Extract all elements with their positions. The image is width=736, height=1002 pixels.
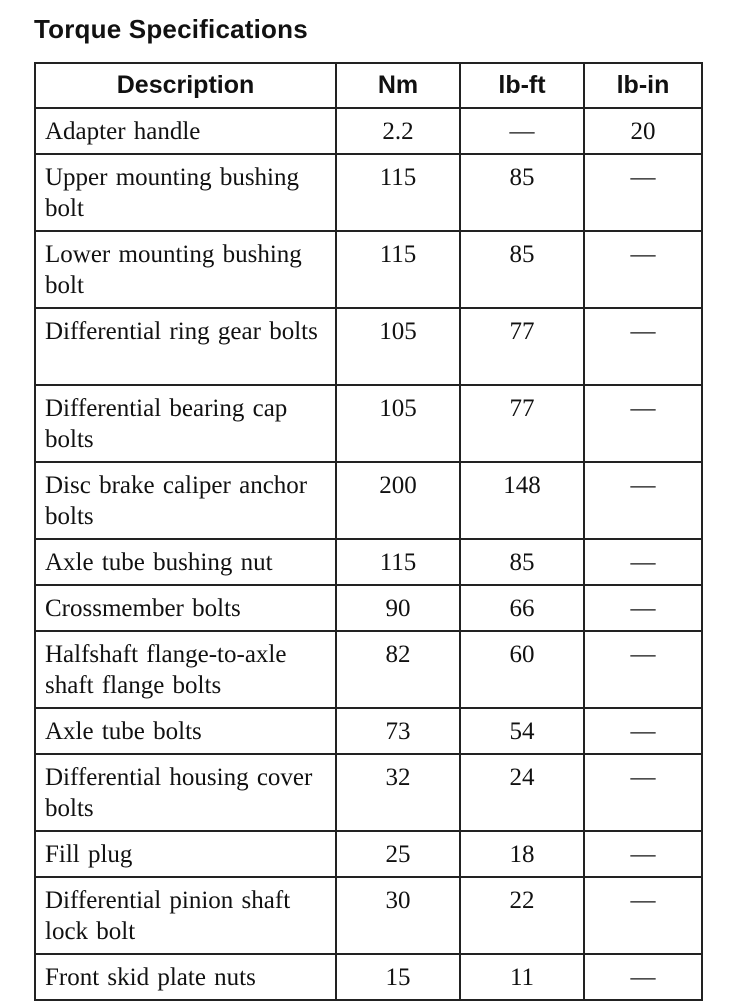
table-row xyxy=(35,708,702,754)
nm-cell: 82 xyxy=(336,631,460,708)
nm-cell: 115 xyxy=(336,539,460,585)
lb-ft-cell: 148 xyxy=(460,462,584,539)
description-cell: Crossmember bolts xyxy=(35,585,336,631)
nm-cell: 32 xyxy=(336,754,460,831)
table-row xyxy=(35,954,702,1000)
lb-in-cell: — xyxy=(584,954,702,1000)
table-row xyxy=(35,154,702,231)
description-cell: Disc brake caliper anchor bolts xyxy=(35,462,336,539)
table-header-row xyxy=(35,63,702,108)
nm-cell: 115 xyxy=(336,154,460,231)
table-row xyxy=(35,585,702,631)
description-cell: Upper mounting bushing bolt xyxy=(35,154,336,231)
lb-ft-cell: 18 xyxy=(460,831,584,877)
description-cell: Differential housing cover bolts xyxy=(35,754,336,831)
page-title: Torque Specifications xyxy=(34,14,308,44)
lb-in-cell: — xyxy=(584,385,702,462)
table-row xyxy=(35,831,702,877)
nm-cell: 25 xyxy=(336,831,460,877)
description-cell: Axle tube bolts xyxy=(35,708,336,754)
lb-in-cell: — xyxy=(584,631,702,708)
lb-ft-cell: 22 xyxy=(460,877,584,954)
description-cell: Differential pinion shaft lock bolt xyxy=(35,877,336,954)
lb-ft-cell: 77 xyxy=(460,308,584,385)
lb-in-cell: — xyxy=(584,877,702,954)
lb-ft-cell: 60 xyxy=(460,631,584,708)
header-nm: Nm xyxy=(336,63,460,108)
lb-ft-cell: 85 xyxy=(460,154,584,231)
lb-ft-cell: 85 xyxy=(460,231,584,308)
description-cell: Front skid plate nuts xyxy=(35,954,336,1000)
table-row xyxy=(35,877,702,954)
lb-in-cell: — xyxy=(584,154,702,231)
header-lb-ft: lb-ft xyxy=(460,63,584,108)
table-row xyxy=(35,754,702,831)
lb-ft-cell: 85 xyxy=(460,539,584,585)
table-row xyxy=(35,231,702,308)
description-cell: Lower mounting bushing bolt xyxy=(35,231,336,308)
lb-in-cell: — xyxy=(584,539,702,585)
nm-cell: 90 xyxy=(336,585,460,631)
description-cell: Differential ring gear bolts xyxy=(35,308,336,385)
lb-in-cell: — xyxy=(584,231,702,308)
header-lb-in: lb-in xyxy=(584,63,702,108)
table-row xyxy=(35,108,702,154)
lb-ft-cell: — xyxy=(460,108,584,154)
nm-cell: 105 xyxy=(336,308,460,385)
description-cell: Axle tube bushing nut xyxy=(35,539,336,585)
nm-cell: 115 xyxy=(336,231,460,308)
lb-in-cell: 20 xyxy=(584,108,702,154)
nm-cell: 200 xyxy=(336,462,460,539)
nm-cell: 15 xyxy=(336,954,460,1000)
lb-in-cell: — xyxy=(584,831,702,877)
lb-ft-cell: 66 xyxy=(460,585,584,631)
header-description: Description xyxy=(35,63,336,108)
nm-cell: 30 xyxy=(336,877,460,954)
description-cell: Fill plug xyxy=(35,831,336,877)
table-row xyxy=(35,385,702,462)
nm-cell: 105 xyxy=(336,385,460,462)
table-row xyxy=(35,308,702,385)
lb-in-cell: — xyxy=(584,754,702,831)
table-row xyxy=(35,539,702,585)
description-cell: Differential bearing cap bolts xyxy=(35,385,336,462)
table-row xyxy=(35,631,702,708)
lb-in-cell: — xyxy=(584,308,702,385)
lb-in-cell: — xyxy=(584,585,702,631)
description-cell: Halfshaft flange-to-axle shaft flange bolts xyxy=(35,631,336,708)
torque-specifications-table xyxy=(34,62,703,1001)
table-row xyxy=(35,462,702,539)
lb-ft-cell: 54 xyxy=(460,708,584,754)
lb-ft-cell: 24 xyxy=(460,754,584,831)
lb-in-cell: — xyxy=(584,462,702,539)
nm-cell: 73 xyxy=(336,708,460,754)
lb-ft-cell: 11 xyxy=(460,954,584,1000)
description-cell: Adapter handle xyxy=(35,108,336,154)
lb-ft-cell: 77 xyxy=(460,385,584,462)
lb-in-cell: — xyxy=(584,708,702,754)
nm-cell: 2.2 xyxy=(336,108,460,154)
